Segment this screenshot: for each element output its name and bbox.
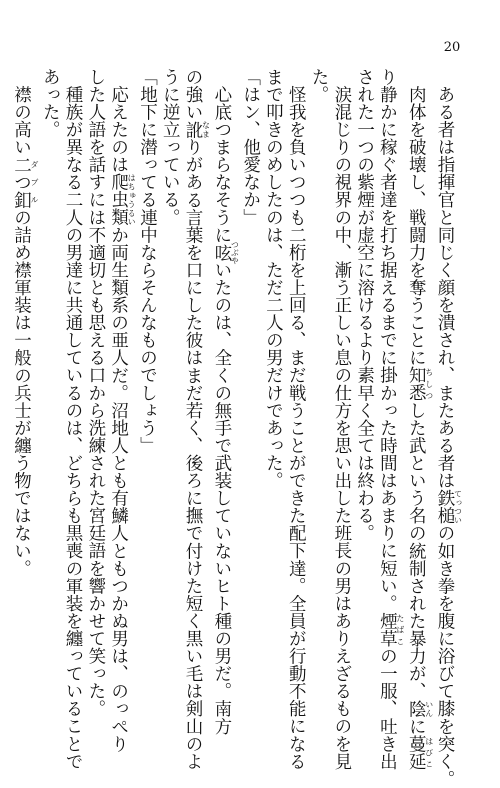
text-run: 怪我を負いつつも二桁を上回る、まだ戦うことができた配下達。全員が行動不能になる <box>286 68 307 770</box>
text-line <box>239 68 262 678</box>
text-line <box>10 68 39 678</box>
ruby-base: 呟 <box>211 240 232 265</box>
ruby-reading: なま <box>201 120 211 139</box>
text-run: りが <box>183 138 204 174</box>
text-line <box>84 68 107 718</box>
text-line <box>210 68 240 735</box>
text-run: いたのは、全くの無手で武装していないヒト種の男だ。南方 <box>211 261 232 735</box>
ruby-word <box>406 699 434 718</box>
text-line <box>307 68 330 678</box>
ruby-reading: ダブル <box>29 155 39 209</box>
ruby-word <box>406 734 434 771</box>
ruby-base: あ <box>183 173 204 191</box>
text-run: る言葉を口にした彼はまだ若く、後ろに撫で付けた短く黒い毛は剣山のよ <box>183 190 204 771</box>
text-run: の詰め襟軍装は一般の兵士が纏う物ではない。 <box>11 208 32 577</box>
ruby-word <box>435 489 463 525</box>
text-run: の強い <box>183 68 204 121</box>
ruby-base: 蔓延 <box>406 734 427 771</box>
ruby-word <box>406 366 434 402</box>
text-run: 種族が異なる二人の男達に共通しているのは、どちらも黒喪の軍装を纏っていることで <box>63 68 84 770</box>
text-line <box>181 68 211 771</box>
ruby-reading: はちゅうるい <box>127 173 137 226</box>
text-run: り静かに稼ぐ者達を打ち据えるまでに掛かった時間はあまりに短い。 <box>377 68 398 613</box>
ruby-reading: ちしつ <box>424 366 434 402</box>
ruby-base: 爬虫類 <box>108 173 129 226</box>
ruby-base: 訛 <box>183 120 204 139</box>
ruby-base: 鉄槌 <box>435 489 455 525</box>
ruby-base: 煙草 <box>377 612 398 648</box>
text-line <box>376 68 405 771</box>
ruby-reading: てっつい <box>453 489 463 525</box>
text-run: した人語を話すには不適切とも思える口から洗練された宮廷語を響かせて笑った。 <box>85 68 106 718</box>
body-text <box>11 68 463 788</box>
text-run: 肉体を破壊し、戦闘力を奪うことに <box>406 68 427 367</box>
text-run: 涙混じりの視界の中、漸う正しい息の仕方を思い出した班長の男はありえざるものを見 <box>331 68 352 770</box>
ruby-reading: いん <box>424 699 434 718</box>
text-line <box>61 68 84 770</box>
ruby-word <box>211 240 240 265</box>
text-run: うに逆立っている。 <box>160 68 181 226</box>
text-run: の如き拳を腹に浴びて膝を突く。 <box>435 524 455 788</box>
text-line <box>353 68 376 678</box>
text-run: 襟の高い <box>11 68 32 156</box>
text-run: された一つの紫煙が虚空に溶けるより素早く全ては終わる。 <box>354 68 375 542</box>
text-line <box>107 68 137 753</box>
text-line <box>404 68 434 771</box>
text-run: 「地下に潜ってる連中ならそんなものでしょう」 <box>137 68 158 455</box>
text-run: まで叩きのめしたのは、ただ二人の男だけであった。 <box>263 68 284 490</box>
text-run: あった。 <box>40 68 61 139</box>
text-line <box>433 68 463 788</box>
ruby-base: 知悉 <box>406 366 427 402</box>
text-run: 心底つまらなそうに <box>211 68 232 244</box>
text-line <box>158 68 181 678</box>
text-line <box>262 68 285 678</box>
text-run: した武という名の統制された暴力が、 <box>406 401 427 700</box>
text-run: た。 <box>309 68 330 104</box>
ruby-reading: つぶや <box>230 240 240 265</box>
text-line <box>136 68 159 678</box>
text-run: ある者は指揮官と同じく顔を潰され、またある者は <box>435 68 455 490</box>
text-run: か両生類系の亜人だ。沼地人とも有鱗人ともつかぬ男は、のっぺり <box>108 225 129 753</box>
ruby-word <box>11 155 39 209</box>
ruby-reading: たばこ <box>395 612 405 648</box>
ruby-word <box>377 612 405 648</box>
ruby-base: 二つ釦 <box>11 155 32 209</box>
ruby-word <box>183 173 203 191</box>
page-number: 20 <box>443 40 461 55</box>
text-run: の一服、吐き出 <box>377 647 398 771</box>
text-line <box>330 68 353 770</box>
ruby-base: 陰 <box>406 699 427 718</box>
text-line <box>284 68 307 770</box>
text-run: 応えたのは <box>108 68 129 174</box>
ruby-word <box>108 173 137 226</box>
ruby-word <box>183 120 211 139</box>
text-line <box>38 68 61 678</box>
text-run: 「はン、他愛なか」 <box>240 68 261 226</box>
ruby-reading: はびこ <box>424 734 434 771</box>
text-run: に <box>406 717 427 735</box>
